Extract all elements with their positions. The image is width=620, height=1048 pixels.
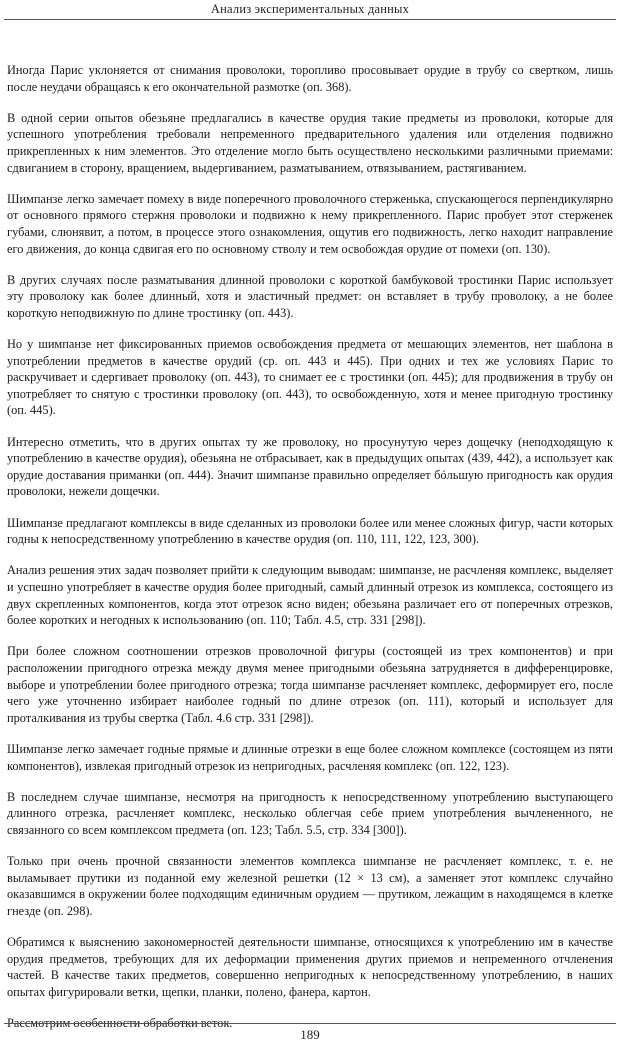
paragraph: В других случаях после разматывания длинной проволоки с короткой бамбуковой тростинки Парис использует эту проволоку как более длинный, хотя и эластичный предмет: он вставляет в трубу проволоку, а не более короткую неподвижную по длине тростинку (оп. 443).: [7, 272, 613, 320]
footer-rule: [4, 1023, 616, 1024]
paragraph: Интересно отметить, что в других опытах ту же проволоку, но просунутую через дощечку (неподходящую к употреблению в качестве орудия), обезьяна не отбрасывает, как в предыдущих опытах (439, 442), а использует как орудие доставания приманки (оп. 444). Значит шимпанзе правильно определяет бóльшую пригодность как орудия проволоки, нежели дощечки.: [7, 434, 613, 499]
paragraph: Шимпанзе легко замечает помеху в виде поперечного проволочного стерженька, спускающегося перпендикулярно от основного прямого стержня проволоки и подвижно к нему прикрепленного. Парис пробует этот стерженек губами, слюнявит, а потом, в процессе этого ознакомления, ощутив его подвижность, легко находит направление его движения, до конца сдвигая его по основному стволу и тем освобождая орудие от помехи (оп. 130).: [7, 191, 613, 256]
page-number: 189: [300, 1027, 320, 1042]
paragraph: Анализ решения этих задач позволяет прийти к следующим выводам: шимпанзе, не расчленяя комплекс, выделяет и успешно употребляет в качестве орудия более пригодный, самый длинный отрезок из комплекса, состоящего из двух скрепленных компонентов, когда этот отрезок ясно виден; обезьяна различает его от поперечных отрезков, более коротких и негодных к использованию (оп. 110; Табл. 4.5, стр. 331 [298]).: [7, 563, 613, 628]
paragraph: При более сложном соотношении отрезков проволочной фигуры (состоящей из трех компонентов) и при расположении пригодного отрезка между двумя менее пригодными обезьяна затрудняется в дифференцировке, выборе и употреблении более пригодного отрезка; тогда шимпанзе расчленяет комплекс, деформирует его, после чего уже уточненно избирает наиболее годный по длине отрезок (оп. 111), который и использует для проталкивания из трубы свертка (Табл. 4.6 стр. 331 [298]).: [7, 644, 613, 725]
running-head: Анализ экспериментальных данных: [210, 2, 410, 16]
paragraph: Обратимся к выяснению закономерностей деятельности шимпанзе, относящихся к употреблению им в качестве орудия предметов, требующих для их деформации применения других приемов и непременного отчленения частей. В качестве таких предметов, совершенно непригодных к непосредственному употреблению, в наших опытах фигурировали ветки, щепки, планки, полено, фанера, картон.: [7, 935, 613, 999]
paragraph: Шимпанзе предлагают комплексы в виде сделанных из проволоки более или менее сложных фигур, части которых годны к непосредственному употреблению в качестве орудия (оп. 110, 111, 122, 123, 300).: [7, 515, 613, 547]
header-rule: [4, 19, 616, 20]
paragraph: В одной серии опытов обезьяне предлагались в качестве орудия такие предметы из проволоки, которые для успешного употребления требовали непременного предварительного удаления или отделения подвижно прикрепленных к ним элементов. Это отделение могло быть осуществлено несколькими различными приемами: сдвиганием в сторону, вращением, выдергиванием, разматыванием, отвязыванием, растягиванием.: [7, 110, 613, 175]
paragraph: В последнем случае шимпанзе, несмотря на пригодность к непосредственному употреблению выступающего длинного отрезка, расчленяет комплекс, несколько облегчая себе прием употребления вычлененного, не связанного со всем комплексом предмета (оп. 123; Табл. 5.5, стр. 334 [300]).: [7, 789, 613, 837]
paragraph: Шимпанзе легко замечает годные прямые и длинные отрезки в еще более сложном комплексе (состоящем из пяти компонентов), извлекая пригодный отрезок из непригодных, расчленяя комплекс (оп. 122, 123).: [7, 741, 613, 773]
paragraph: Но у шимпанзе нет фиксированных приемов освобождения предмета от мешающих элементов, нет шаблона в употреблении предметов в качестве орудий (ср. оп. 443 и 445). При одних и тех же условиях Парис то раскручивает и сдергивает проволоку (оп. 443), то снимает ее с тростинки (оп. 445); для продвижения в трубу он употребляет то снятую с тростинки проволоку (оп. 443), то освобожденную, хотя и менее пригодную тростинку (оп. 445).: [7, 337, 613, 418]
paragraph: Рассмотрим особенности обработки веток.: [7, 1016, 233, 1031]
paragraph: Иногда Парис уклоняется от снимания проволоки, торопливо просовывает орудие в трубу со свертком, лишь после неудачи обращаясь к его окончательной размотке (оп. 368).: [7, 63, 613, 94]
body-text: [7, 62, 613, 1046]
paragraph: Только при очень прочной связанности элементов комплекса шимпанзе не расчленяет комплекс, т. е. не выламывает прутики из поданной ему железной решетки (12 × 13 см), а заменяет этот комплекс случайно оказавшимся в окружении более подходящим единичным орудием — прутиком, лежащим в находящемся в клетке гнезде (оп. 298).: [7, 854, 613, 918]
